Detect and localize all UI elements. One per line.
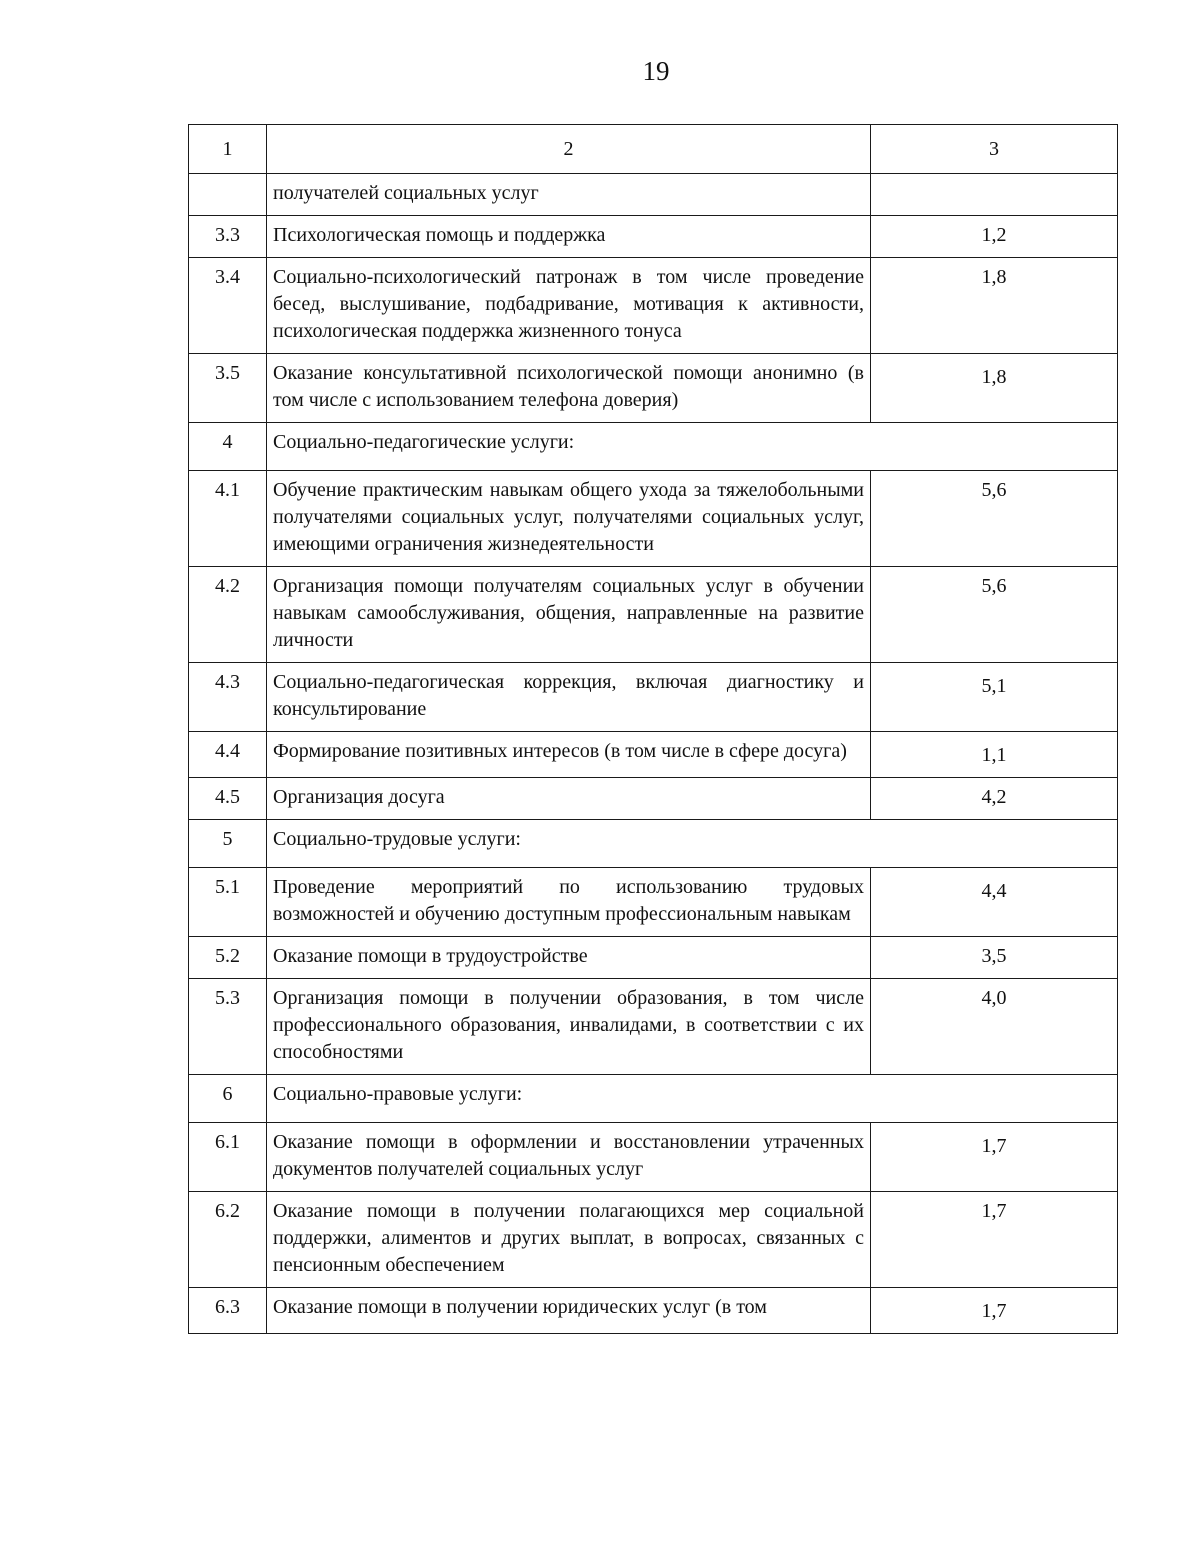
table-row [189,937,1118,979]
table-header-row [189,125,1118,174]
row-number-cell: 6.2 [189,1192,267,1288]
section-title-cell: Социально-педагогические услуги: [267,423,1118,471]
row-number-cell: 5 [189,820,267,868]
service-description-cell: Социально-психологический патронаж в том числе проведение бесед, выслушивание, подбадривание, мотивация к активности, психологическая поддержка жизненного тонуса [267,258,871,354]
table-row [189,258,1118,354]
service-description-cell: Оказание консультативной психологической помощи анонимно (в том числе с использованием телефона доверия) [267,354,871,423]
service-description-cell: Оказание помощи в получении полагающихся мер социальной поддержки, алиментов и других выплат, в вопросах, связанных с пенсионным обеспечением [267,1192,871,1288]
row-number-cell [189,174,267,216]
service-description-cell: Формирование позитивных интересов (в том числе в сфере досуга) [267,732,871,778]
row-number-cell: 3.4 [189,258,267,354]
service-value-cell: 5,1 [871,663,1118,732]
service-value-cell: 1,2 [871,216,1118,258]
row-number-cell: 4.2 [189,567,267,663]
service-value-cell: 1,7 [871,1288,1118,1334]
row-number-cell: 4.3 [189,663,267,732]
service-value-cell: 1,7 [871,1192,1118,1288]
section-row [189,423,1118,471]
service-description-cell: Обучение практическим навыкам общего ухода за тяжелобольными получателями социальных услуг, получателями социальных услуг, имеющими ограничения жизнедеятельности [267,471,871,567]
table-row [189,1288,1118,1334]
row-number-cell: 4 [189,423,267,471]
section-title-cell: Социально-трудовые услуги: [267,820,1118,868]
table-row [189,1192,1118,1288]
table-row [189,663,1118,732]
row-number-cell: 4.1 [189,471,267,567]
service-description-cell: получателей социальных услуг [267,174,871,216]
service-description-cell: Оказание помощи в оформлении и восстановлении утраченных документов получателей социальных услуг [267,1123,871,1192]
row-number-cell: 5.3 [189,979,267,1075]
table-row [189,868,1118,937]
service-description-cell: Проведение мероприятий по использованию трудовых возможностей и обучению доступным профессиональным навыкам [267,868,871,937]
table-row [189,979,1118,1075]
header-cell-col3: 3 [871,125,1118,174]
section-row [189,1075,1118,1123]
row-number-cell: 4.5 [189,778,267,820]
row-number-cell: 6.1 [189,1123,267,1192]
service-value-cell: 1,8 [871,354,1118,423]
table-row [189,778,1118,820]
row-number-cell: 5.1 [189,868,267,937]
service-description-cell: Организация помощи получателям социальных услуг в обучении навыкам самообслуживания, общения, направленные на развитие личности [267,567,871,663]
page-number: 19 [642,56,670,86]
service-description-cell: Оказание помощи в получении юридических услуг (в том [267,1288,871,1334]
service-value-cell: 4,2 [871,778,1118,820]
row-number-cell: 4.4 [189,732,267,778]
table-row [189,1123,1118,1192]
table-row [189,216,1118,258]
header-cell-col2: 2 [267,125,871,174]
table-row [189,174,1118,216]
table-row [189,471,1118,567]
service-value-cell: 5,6 [871,567,1118,663]
table-row [189,567,1118,663]
service-description-cell: Социально-педагогическая коррекция, включая диагностику и консультирование [267,663,871,732]
row-number-cell: 6 [189,1075,267,1123]
row-number-cell: 6.3 [189,1288,267,1334]
row-number-cell: 5.2 [189,937,267,979]
row-number-cell: 3.5 [189,354,267,423]
header-cell-col1: 1 [189,125,267,174]
service-value-cell: 4,0 [871,979,1118,1075]
services-table [188,124,1118,1334]
service-value-cell: 4,4 [871,868,1118,937]
table-row [189,732,1118,778]
service-description-cell: Психологическая помощь и поддержка [267,216,871,258]
row-number-cell: 3.3 [189,216,267,258]
service-description-cell: Организация досуга [267,778,871,820]
service-value-cell: 1,1 [871,732,1118,778]
service-value-cell: 1,7 [871,1123,1118,1192]
section-title-cell: Социально-правовые услуги: [267,1075,1118,1123]
service-description-cell: Организация помощи в получении образования, в том числе профессионального образования, инвалидами, в соответствии с их способностями [267,979,871,1075]
service-value-cell: 1,8 [871,258,1118,354]
service-value-cell: 3,5 [871,937,1118,979]
section-row [189,820,1118,868]
service-description-cell: Оказание помощи в трудоустройстве [267,937,871,979]
service-value-cell: 5,6 [871,471,1118,567]
table-row [189,354,1118,423]
service-value-cell [871,174,1118,216]
